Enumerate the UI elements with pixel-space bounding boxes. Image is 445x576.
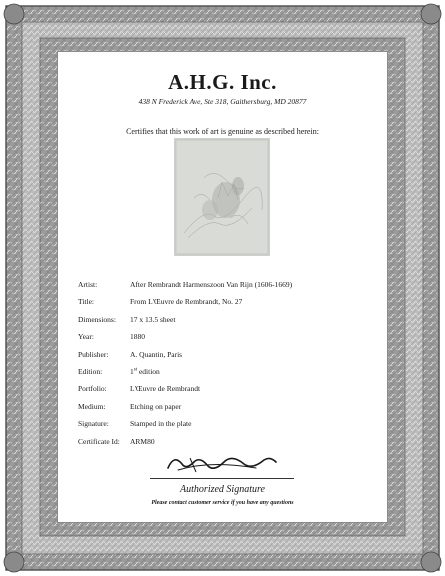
detail-label: Medium: <box>78 401 106 411</box>
detail-value <box>130 367 160 376</box>
detail-value: 1880 <box>130 332 145 342</box>
detail-label: Publisher: <box>78 349 109 359</box>
detail-label: Portfolio: <box>78 384 107 394</box>
detail-label: Edition: <box>78 366 103 376</box>
detail-value: 17 x 13.5 sheet <box>130 314 176 324</box>
company-address: 438 N Frederick Ave, Ste 318, Gaithersburg, MD 20877 <box>138 97 307 106</box>
detail-value: Stamped in the plate <box>130 419 192 429</box>
edition-ordinal-suffix: st <box>133 367 138 373</box>
edition-number: 1 <box>130 366 134 376</box>
detail-value: After Rembrandt Harmenszoon Van Rijn (1606-1669) <box>130 280 293 289</box>
detail-value: A. Quantin, Paris <box>130 349 183 359</box>
detail-label: Title: <box>78 297 94 307</box>
detail-label: Signature: <box>78 419 109 429</box>
detail-label: Dimensions: <box>78 314 116 324</box>
contact-note: Please contact customer service if you have any questions <box>151 500 294 506</box>
detail-value: ARM80 <box>130 436 155 446</box>
company-name: A.H.G. Inc. <box>168 70 277 94</box>
detail-label: Year: <box>78 332 94 342</box>
handwritten-signature <box>160 448 280 478</box>
detail-value: L'Œuvre de Rembrandt <box>130 384 201 394</box>
edition-suffix: edition <box>137 366 160 376</box>
detail-value: Etching on paper <box>130 401 182 411</box>
artwork-image <box>174 138 270 256</box>
certification-statement: Certifies that this work of art is genuine as described herein: <box>126 127 319 136</box>
detail-label: Artist: <box>78 280 98 289</box>
detail-value: From L'Œuvre de Rembrandt, No. 27 <box>130 297 243 307</box>
detail-label: Certificate Id: <box>78 436 120 446</box>
signature-line <box>150 478 294 479</box>
signature-caption: Authorized Signature <box>180 484 265 495</box>
